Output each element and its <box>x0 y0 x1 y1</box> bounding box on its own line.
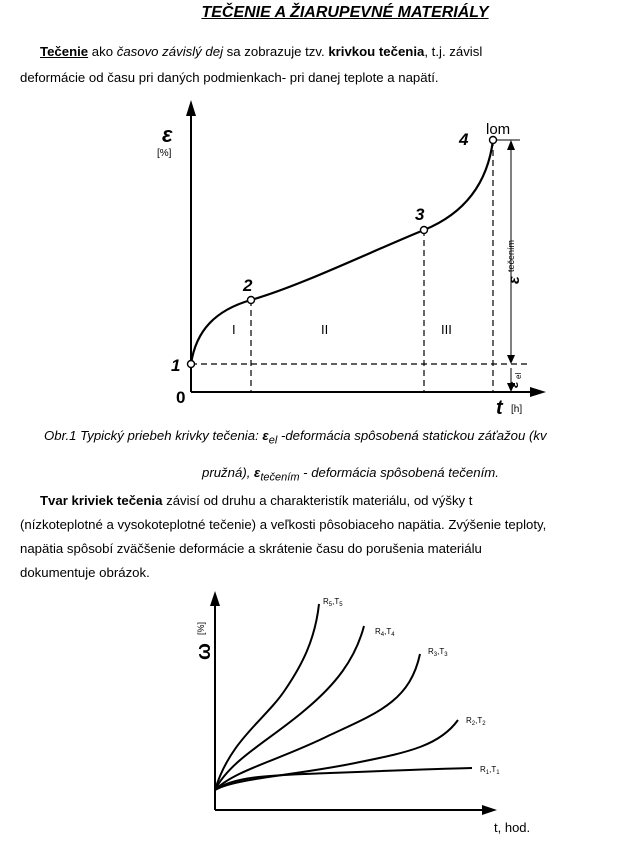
caption-eps-el: ε <box>262 428 269 443</box>
fig1-stage-2: II <box>321 322 329 337</box>
caption-text: pružná), <box>202 464 255 480</box>
fig1-x-symbol: t <box>496 397 503 419</box>
caption-eps-el-sub: el <box>268 434 278 447</box>
caption-text: - deformácia spôsobená tečením. <box>299 464 499 480</box>
fig1-stage-3: III <box>441 322 452 337</box>
fig1-label-4: 4 <box>459 130 469 149</box>
caption-text: -deformácia spôsobená statickou záťažou (kv <box>277 428 547 443</box>
fig2-y-symbol: ω <box>193 643 215 660</box>
fig1-eps-tecenim: ε <box>506 276 523 284</box>
fig1-eps-tecenim-sub: tečením <box>506 239 516 272</box>
term-tecenie: Tečenie <box>40 44 89 59</box>
body-line-3: napätia spôsobí zväčšenie deformácie a skrátenie času do porušenia materiálu <box>20 541 482 556</box>
page-title: TEČENIE A ŽIARUPEVNÉ MATERIÁLY <box>201 4 489 21</box>
fig1-lom-label: lom <box>486 121 511 138</box>
body-bold: Tvar kriviek tečenia <box>40 493 163 508</box>
fig2-y-unit: [%] <box>196 621 206 635</box>
fig1-eps-el: ε <box>506 381 521 388</box>
fig1-y-symbol: ε <box>162 122 173 147</box>
fig2-y-arrow <box>210 591 220 606</box>
fig1-x-unit: [h] <box>511 404 523 415</box>
fig1-origin: 0 <box>176 388 186 407</box>
intro-italic: časovo závislý dej <box>116 44 224 59</box>
fig1-label-1: 1 <box>171 356 181 375</box>
fig1-stage-1: I <box>232 322 236 337</box>
fig1-y-unit: [%] <box>157 148 172 159</box>
caption-text: Obr.1 Typický priebeh krivky tečenia: <box>44 428 263 443</box>
body-line-2: (nízkoteplotné a vysokoteplotné tečenie) a veľkosti pôsobiaceho napätia. Zvýšenie teploty, <box>20 517 547 532</box>
fig2-x-arrow <box>482 805 497 815</box>
fig2-label-r1: $R_1,T_1$ <box>480 765 500 776</box>
fig1-eps-el-sub: el <box>514 372 523 379</box>
caption-eps-tecenim-sub: tečením <box>260 471 300 484</box>
fig1-label-2: 2 <box>243 276 253 295</box>
fig2-label-r4: $R_4,T_4$ <box>375 627 395 638</box>
intro-text: , t.j. závisl <box>424 44 483 59</box>
intro-text: sa zobrazuje tzv. <box>223 44 329 59</box>
fig2-x-label: t, hod. <box>494 820 531 835</box>
caption-eps-tecenim: ε <box>254 464 261 480</box>
body-text: závisí od druhu a charakteristík materiálu, od výšky t <box>162 493 473 508</box>
fig2-curve-r2 <box>215 720 458 790</box>
fig2-label-r3: $R_3,T_3$ <box>428 647 448 658</box>
intro-bold: krivkou tečenia <box>328 44 425 59</box>
fig1-label-3: 3 <box>415 205 425 224</box>
fig2-label-r2: $R_2,T_2$ <box>466 716 486 727</box>
fig2-label-r5: $R_5,T_5$ <box>323 597 343 608</box>
intro-line-2: deformácie od času pri daných podmienkach- pri danej teplote a napätí. <box>20 70 439 85</box>
body-line-4: dokumentuje obrázok. <box>20 565 150 580</box>
intro-text: ako <box>88 44 117 59</box>
